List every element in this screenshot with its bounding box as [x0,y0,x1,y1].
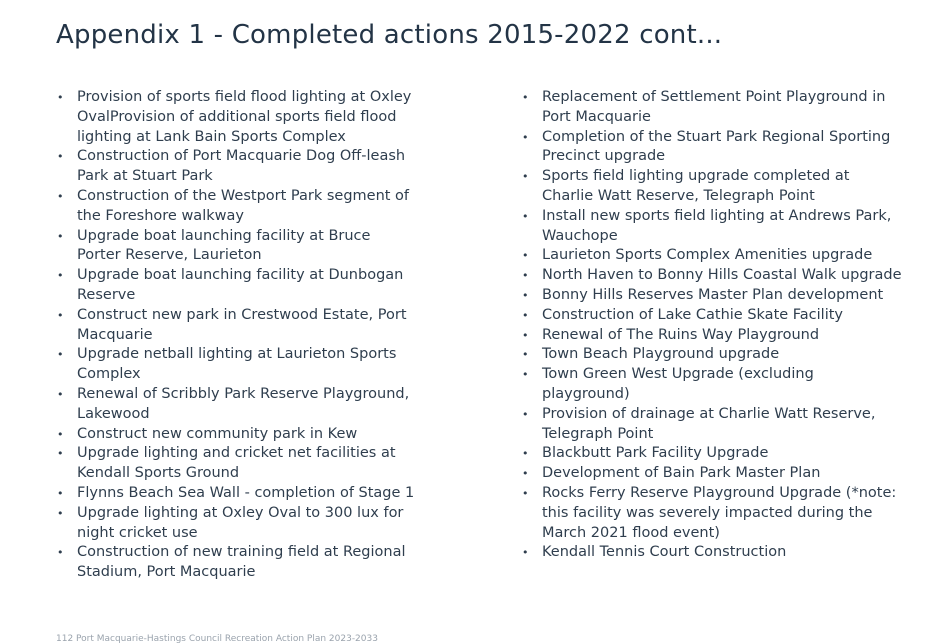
list-item [57,88,417,147]
bullet-icon: • [522,447,529,461]
list-item [57,543,417,583]
list-item-text: Provision of sports field flood lighting at Oxley OvalProvision of additional sports field flood lighting at Lank Bain Sports Complex [77,89,412,145]
list-item-text: Town Beach Playground upgrade [542,346,780,363]
list-item-text: Construct new park in Crestwood Estate, Port Macquarie [77,306,407,343]
list-item [522,207,902,247]
list-item [522,88,902,128]
list-item [522,306,902,326]
list-item-text: Renewal of Scribbly Park Reserve Playground, Lakewood [77,385,410,422]
list-item [57,345,417,385]
list-item-text: Development of Bain Park Master Plan [542,465,821,482]
list-item-text: Upgrade lighting and cricket net facilities at Kendall Sports Ground [77,445,396,482]
page-footer: 112 Port Macquarie-Hastings Council Recreation Action Plan 2023-2033 [56,634,378,644]
list-item [522,345,902,365]
bullet-icon: • [522,368,529,382]
list-item-text: Provision of drainage at Charlie Watt Reserve, Telegraph Point [542,405,876,442]
list-item [522,128,902,168]
bullet-icon: • [522,130,529,144]
list-item-text: Laurieton Sports Complex Amenities upgrade [542,247,873,264]
list-item-text: Sports field lighting upgrade completed at Charlie Watt Reserve, Telegraph Point [542,168,850,204]
list-item [522,444,902,464]
list-item [57,227,417,267]
bullet-icon: • [57,348,64,362]
list-item [57,425,417,445]
list-item [522,266,902,286]
list-item [522,543,902,563]
list-item-text: Completion of the Stuart Park Regional Sporting Precinct upgrade [542,128,891,165]
bullet-icon: • [522,328,529,342]
bullet-icon: • [57,308,64,322]
list-item-text: Upgrade boat launching facility at Bruce Porter Reserve, Laurieton [77,227,371,264]
bullet-icon: • [522,170,529,184]
completed-actions-list-left [57,88,417,583]
list-item [522,286,902,306]
bullet-icon: • [57,427,64,441]
bullet-icon: • [522,348,529,362]
list-item-text: Flynns Beach Sea Wall - completion of Stage 1 [77,484,415,501]
list-item-text: Town Green West Upgrade (excluding playground) [542,366,814,402]
list-item [522,405,902,445]
list-item-text: Upgrade netball lighting at Laurieton Sports Complex [77,346,397,383]
bullet-icon: • [57,91,64,104]
list-item-text: Kendall Tennis Court Construction [542,544,787,561]
bullet-icon: • [522,249,529,263]
list-item-text: Install new sports field lighting at Andrews Park, Wauchope [542,207,892,244]
list-item-text: Construct new community park in Kew [77,425,358,442]
bullet-icon: • [522,288,529,302]
list-item [57,266,417,306]
bullet-icon: • [522,269,529,283]
list-item-text: Blackbutt Park Facility Upgrade [542,445,769,462]
bullet-icon: • [57,189,64,203]
list-item [57,306,417,346]
list-item [57,147,417,187]
bullet-icon: • [57,506,64,520]
list-item-text: Upgrade boat launching facility at Dunbogan Reserve [77,267,404,303]
list-item-text: North Haven to Bonny Hills Coastal Walk upgrade [542,267,902,284]
bullet-icon: • [57,546,64,560]
bullet-icon: • [57,447,64,461]
list-item [522,326,902,346]
list-item-text: Bonny Hills Reserves Master Plan development [542,286,884,303]
list-item-text: Renewal of The Ruins Way Playground [542,326,820,343]
list-item [57,504,417,544]
bullet-icon: • [57,387,64,401]
completed-actions-list-right [522,88,902,563]
list-item-text: Construction of Port Macquarie Dog Off-leash Park at Stuart Park [77,148,406,185]
bullet-icon: • [57,150,64,164]
list-item [522,365,902,405]
bullet-icon: • [57,229,64,243]
bullet-icon: • [57,269,64,283]
list-item [57,385,417,425]
list-item-text: Rocks Ferry Reserve Playground Upgrade (*note: this facility was severely impacted during the March 2021 flood event) [542,484,897,541]
list-item [522,484,902,543]
bullet-icon: • [522,407,529,421]
bullet-icon: • [522,467,529,481]
list-item [522,464,902,484]
list-item [522,246,902,266]
bullet-icon: • [522,91,529,104]
list-item [57,187,417,227]
bullet-icon: • [57,486,64,500]
list-item [522,167,902,207]
bullet-icon: • [522,209,529,223]
list-item-text: Construction of Lake Cathie Skate Facility [542,306,844,323]
page-title: Appendix 1 - Completed actions 2015-2022 cont... [56,20,723,50]
list-item-text: Construction of the Westport Park segment of the Foreshore walkway [77,187,410,224]
list-item-text: Replacement of Settlement Point Playground in Port Macquarie [542,89,886,125]
bullet-icon: • [522,486,529,500]
list-item [57,444,417,484]
list-item-text: Construction of new training field at Regional Stadium, Port Macquarie [77,544,406,581]
bullet-icon: • [522,308,529,322]
list-item [57,484,417,504]
list-item-text: Upgrade lighting at Oxley Oval to 300 lux for night cricket use [77,504,404,541]
bullet-icon: • [522,546,529,560]
